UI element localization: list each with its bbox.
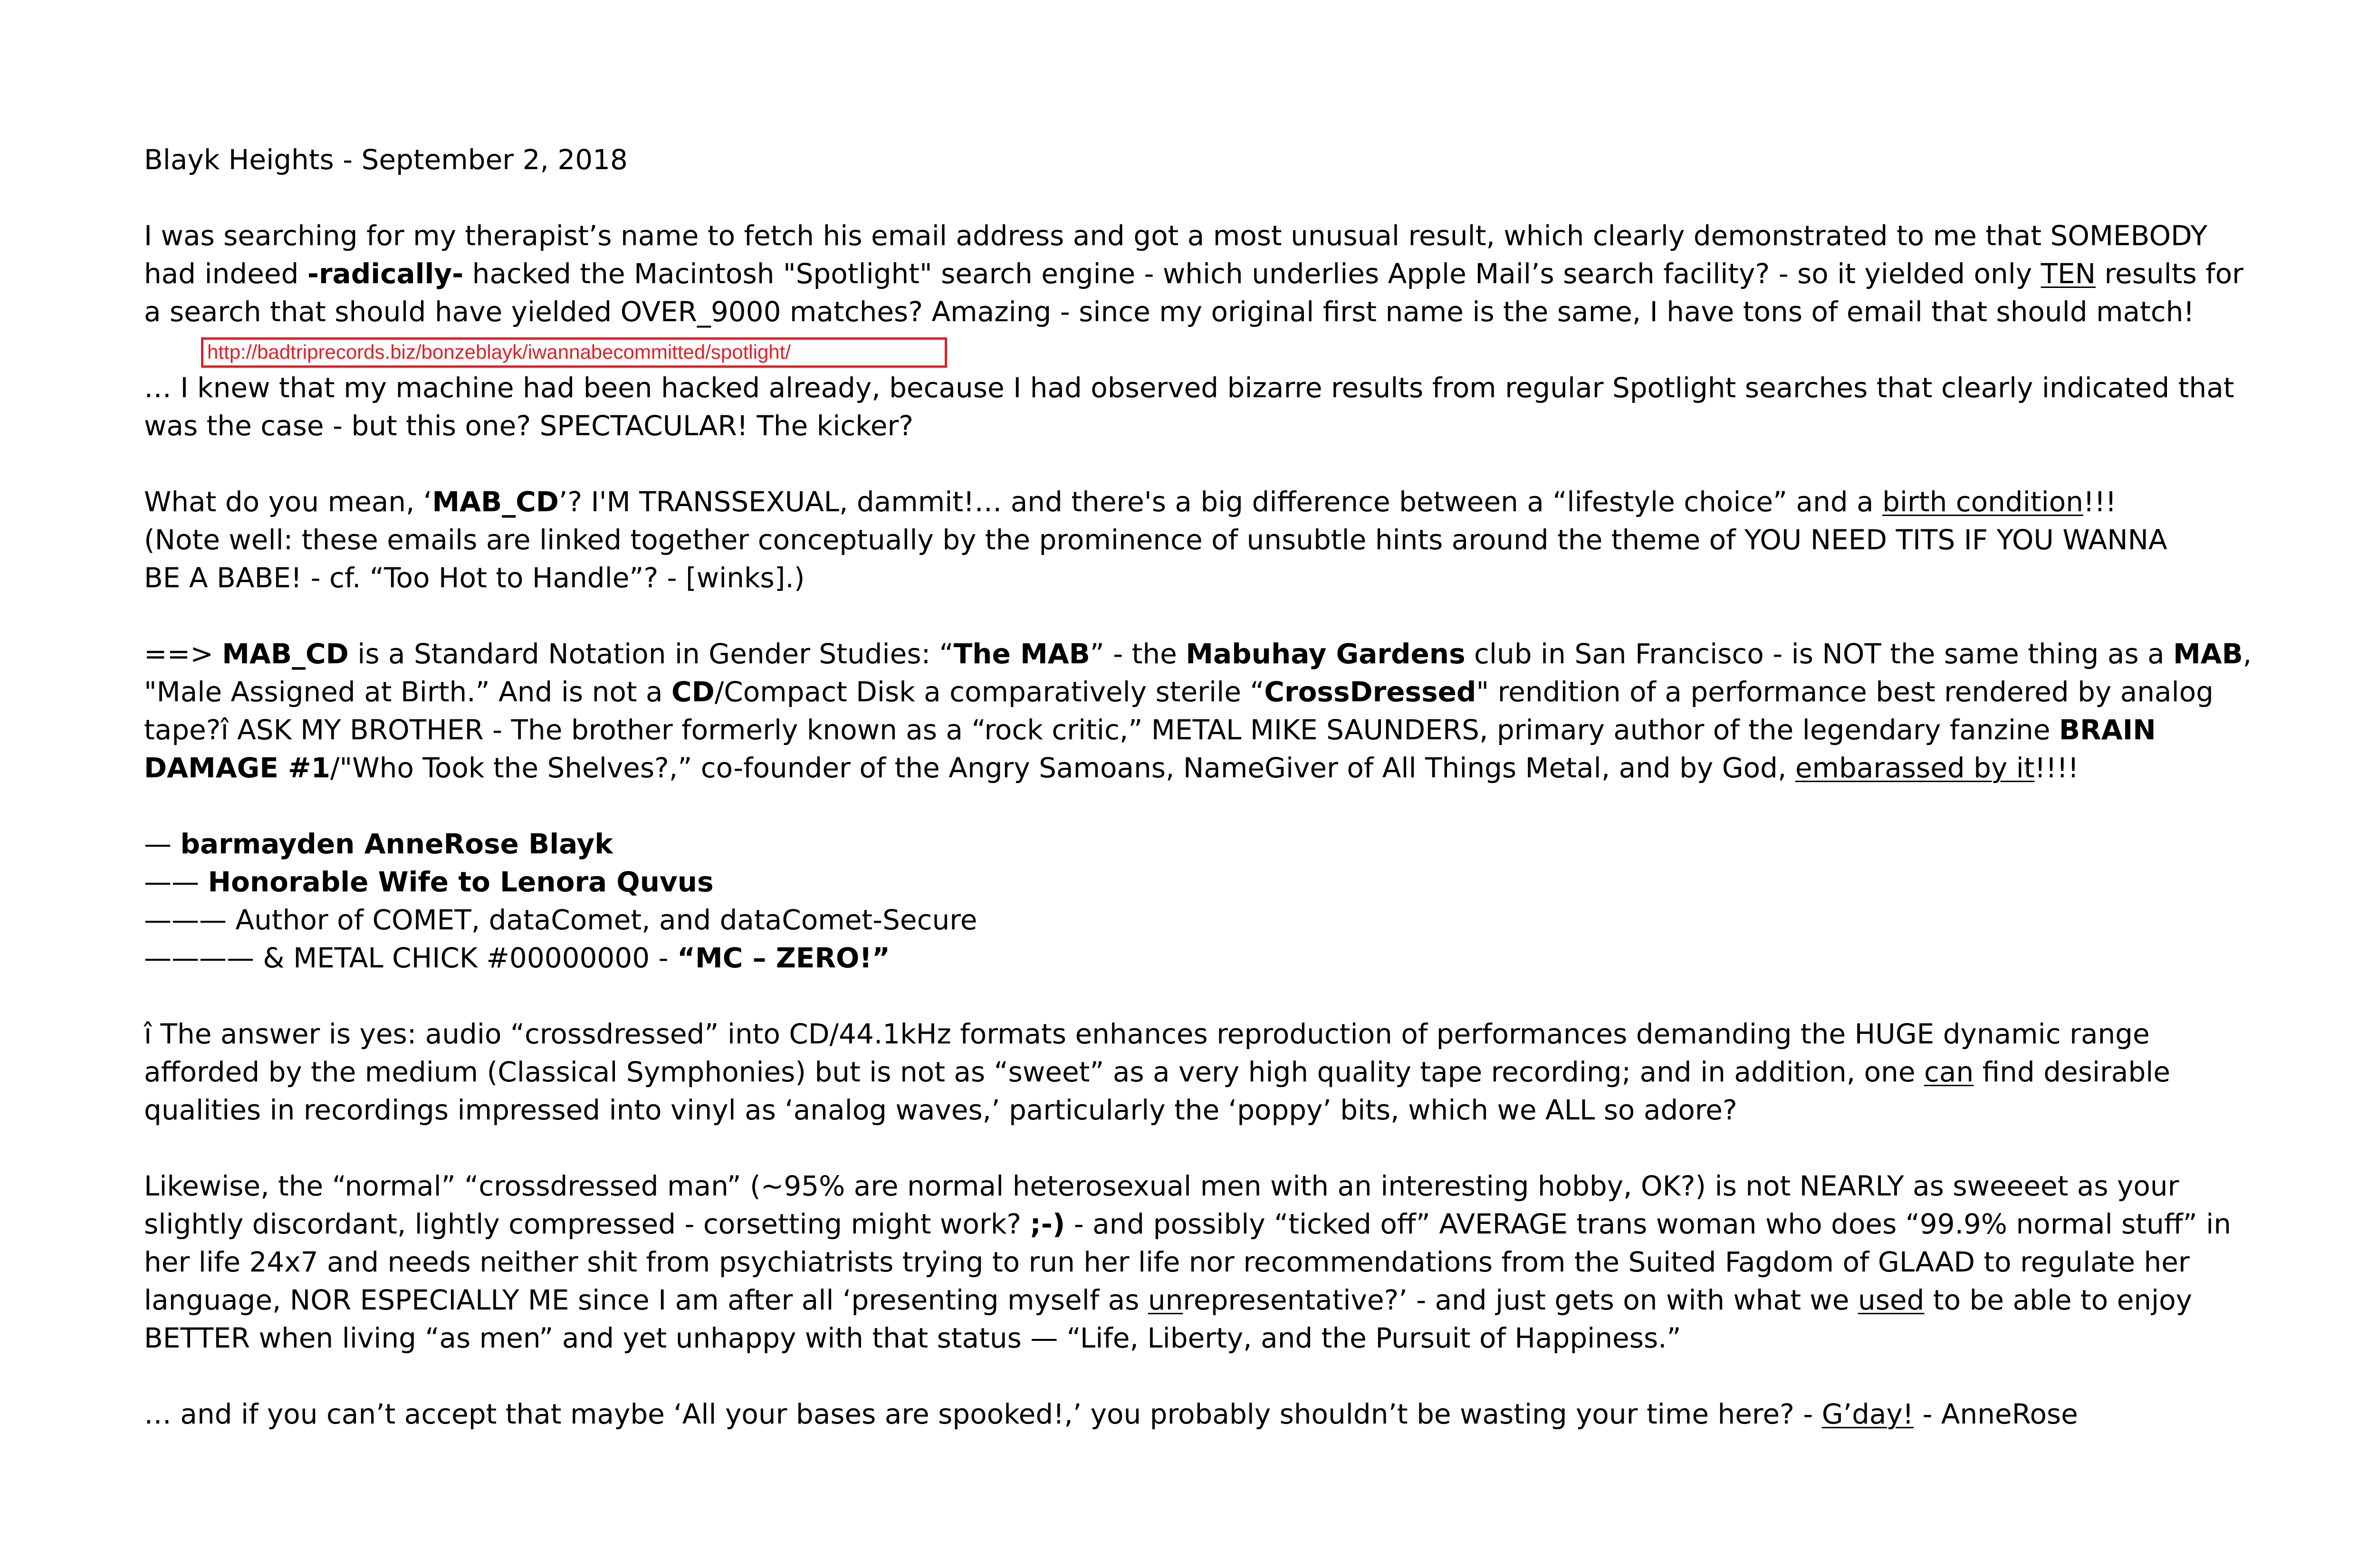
wink-emoticon: ;-) xyxy=(1030,1208,1065,1240)
paragraph-5 xyxy=(144,1015,2311,1129)
p6-line-3: her life 24x7 and needs neither shit from psychiatrists trying to run her life nor recommendations from the Suited Fagdom of GLAAD to regulate her xyxy=(144,1246,2190,1278)
text: … and if you can’t accept that maybe ‘All your bases are spooked!,’ you probably shouldn’t be wasting your time here? - xyxy=(144,1398,1822,1430)
crossdressed-term: CrossDressed xyxy=(1264,676,1476,708)
text: —— xyxy=(144,866,208,898)
text: /"Who Took the Shelves?,” co-founder of the Angry Samoans, NameGiver of All Things Metal, and by God, xyxy=(330,752,1795,784)
text: is a Standard Notation in Gender Studies: “ xyxy=(348,638,954,670)
spacer xyxy=(144,787,2311,825)
p4-line-4 xyxy=(144,749,2311,787)
spacer xyxy=(144,445,2311,483)
birth-condition-underline: birth condition xyxy=(1882,486,2083,518)
p1-line-1: I was searching for my therapist’s name to fetch his email address and got a most unusual result, which clearly demonstrated to me that SOMEBODY xyxy=(144,220,2208,252)
spacer xyxy=(144,1129,2311,1167)
author-name: barmayden AnneRose Blayk xyxy=(180,828,613,860)
used-underline: used xyxy=(1858,1284,1925,1316)
signature-block xyxy=(144,825,2311,977)
paragraph-2 xyxy=(144,369,2311,445)
p4-line-2 xyxy=(144,673,2311,711)
text: tape?î ASK MY BROTHER - The brother formerly known as a “rock critic,” METAL MIKE SAUNDERS, primary author of the legendary fanzine xyxy=(144,714,2059,746)
mab-term: MAB xyxy=(2173,638,2243,670)
text: language, NOR ESPECIALLY ME since I am after all ‘presenting myself as xyxy=(144,1284,1148,1316)
text: What do you mean, ‘ xyxy=(144,486,432,518)
text: ———— & METAL CHICK #00000000 - xyxy=(144,942,677,974)
p4-line-3 xyxy=(144,711,2311,749)
sig-line-2 xyxy=(144,863,2311,901)
the-mab-term: The MAB xyxy=(953,638,1090,670)
text: ” - the xyxy=(1090,638,1186,670)
text: had indeed xyxy=(144,258,307,290)
paragraph-4 xyxy=(144,635,2311,787)
p3-line-1 xyxy=(144,483,2311,521)
link-row xyxy=(144,331,2311,369)
spacer xyxy=(144,1357,2311,1395)
damage-term: DAMAGE #1 xyxy=(144,752,331,784)
text: representative?’ - and just gets on with what we xyxy=(1183,1284,1858,1316)
document-title: Blayk Heights - September 2, 2018 xyxy=(144,143,628,176)
p6-line-2 xyxy=(144,1205,2311,1243)
paragraph-6 xyxy=(144,1167,2311,1357)
text: "Male Assigned at Birth.” And is not a xyxy=(144,676,671,708)
text: find desirable xyxy=(1974,1056,2171,1088)
paragraph-3 xyxy=(144,483,2311,597)
p5-line-1: î The answer is yes: audio “crossdressed” into CD/44.1kHz formats enhances reproduction of performances demanding the HUGE dynamic range xyxy=(144,1018,2150,1050)
p3-line-2: (Note well: these emails are linked together conceptually by the prominence of unsubtle hints around the theme of YOU NEED TITS IF YOU WANNA xyxy=(144,524,2167,556)
text: afforded by the medium (Classical Symphonies) but is not as “sweet” as a very high quality tape recording; and in addition, one xyxy=(144,1056,1925,1088)
p2-line-2: was the case - but this one? SPECTACULAR! The kicker? xyxy=(144,410,914,442)
spacer xyxy=(144,179,2311,217)
p2-line-1: … I knew that my machine had been hacked already, because I had observed bizarre results from regular Spotlight searches that clearly indicated that xyxy=(144,372,2234,404)
text: - and possibly “ticked off” AVERAGE trans woman who does “99.9% normal stuff” in xyxy=(1065,1208,2232,1240)
text: " rendition of a performance best rendered by analog xyxy=(1476,676,2214,708)
text: slightly discordant, lightly compressed - corsetting might work? xyxy=(144,1208,1030,1240)
p5-line-3: qualities in recordings impressed into vinyl as ‘analog waves,’ particularly the ‘poppy’ bits, which we ALL so adore? xyxy=(144,1094,1737,1126)
p6-line-4 xyxy=(144,1281,2311,1319)
p6-line-1: Likewise, the “normal” “crossdressed man” (~95% are normal heterosexual men with an interesting hobby, OK?) is not NEARLY as sweeeet as your xyxy=(144,1170,2179,1202)
text: , xyxy=(2242,638,2252,670)
paragraph-1 xyxy=(144,217,2311,331)
text: hacked the Macintosh "Spotlight" search engine - which underlies Apple Mail’s search facility? - so it yielded only xyxy=(463,258,2041,290)
can-underline: can xyxy=(1924,1056,1974,1088)
text: !!!! xyxy=(2034,752,2079,784)
mab-cd-term: MAB_CD xyxy=(222,638,349,670)
paragraph-7 xyxy=(144,1395,2311,1433)
p4-line-1 xyxy=(144,635,2311,673)
text: ==> xyxy=(144,638,222,670)
sig-line-4 xyxy=(144,939,2311,977)
text: !!! xyxy=(2083,486,2117,518)
p6-line-5: BETTER when living “as men” and yet unhappy with that status — “Life, Liberty, and the Pursuit of Happiness.” xyxy=(144,1322,1681,1354)
p1-line-3: a search that should have yielded OVER_9000 matches? Amazing - since my original first name is the same, I have tons of email that should match! xyxy=(144,296,2194,328)
document-body xyxy=(144,141,2311,1433)
radically-emphasis: -radically- xyxy=(307,258,464,290)
p7-line-1 xyxy=(144,1395,2311,1433)
ten-underline: TEN xyxy=(2041,258,2096,290)
text: /Compact Disk a comparatively sterile “ xyxy=(714,676,1265,708)
p3-line-3: BE A BABE! - cf. “Too Hot to Handle”? - [winks].) xyxy=(144,562,805,594)
gday-underline: G’day! xyxy=(1821,1398,1914,1430)
sig-line-1 xyxy=(144,825,2311,863)
mc-zero: “MC – ZERO!” xyxy=(677,942,890,974)
text: - AnneRose xyxy=(1914,1398,2078,1430)
sig-line-3: ——— Author of COMET, dataComet, and dataComet-Secure xyxy=(144,904,977,936)
cd-term: CD xyxy=(671,676,715,708)
embarassed-underline: embarassed by it xyxy=(1795,752,2035,784)
text: — xyxy=(144,828,181,860)
text: club in San Francisco - is NOT the same thing as a xyxy=(1465,638,2174,670)
honorific: Honorable Wife to Lenora Quvus xyxy=(208,866,714,898)
spacer xyxy=(144,597,2311,635)
brain-term: BRAIN xyxy=(2059,714,2156,746)
text: results for xyxy=(2096,258,2244,290)
text: to be able to enjoy xyxy=(1924,1284,2193,1316)
text: ’? I'M TRANSSEXUAL, dammit!… and there's a big difference between a “lifestyle choice” and a xyxy=(558,486,1883,518)
spotlight-link[interactable]: http://badtriprecords.biz/bonzeblayk/iwannabecommitted/spotlight/ xyxy=(201,337,947,368)
mabuhay-gardens-term: Mabuhay Gardens xyxy=(1186,638,1466,670)
spacer xyxy=(144,977,2311,1015)
p1-line-2 xyxy=(144,255,2311,293)
un-underline: un xyxy=(1148,1284,1183,1316)
p5-line-2 xyxy=(144,1053,2311,1091)
mab-cd-term: MAB_CD xyxy=(432,486,559,518)
